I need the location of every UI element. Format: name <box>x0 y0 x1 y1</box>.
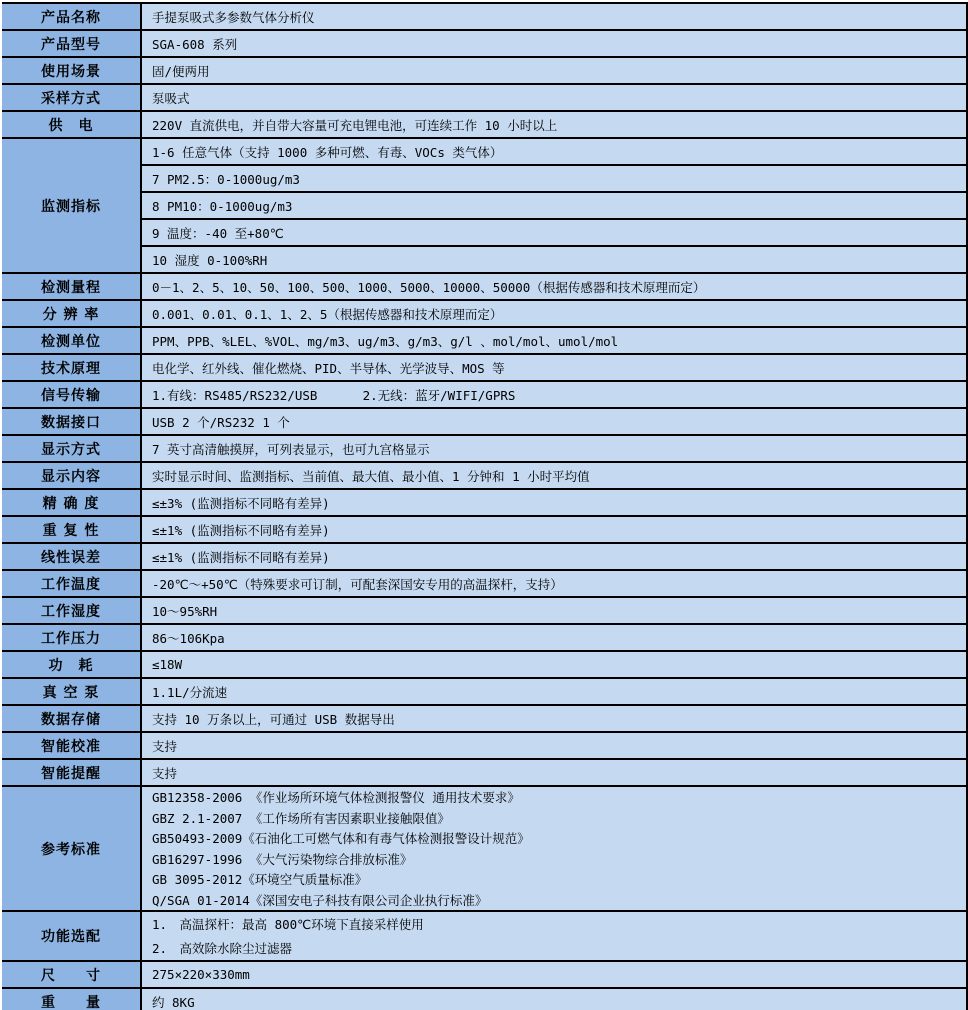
spec-label-working-pressure: 工作压力 <box>2 625 142 650</box>
spec-value-reference-standards-1: GBZ 2.1-2007 《工作场所有害因素职业接触限值》 <box>152 810 450 826</box>
spec-label-vacuum-pump: 真 空 泵 <box>2 679 142 704</box>
spec-label-detection-range: 检测量程 <box>2 274 142 299</box>
spec-values-data-storage <box>142 706 966 731</box>
spec-values-resolution <box>142 301 966 326</box>
spec-values-technical-principle <box>142 355 966 380</box>
spec-value-smart-calibration-0: 支持 <box>152 738 178 754</box>
spec-value-monitoring-indicators-2: 8 PM10：0-1000ug/m3 <box>142 191 966 218</box>
spec-value-accuracy-0: ≤±3% (监测指标不同略有差异) <box>152 495 330 511</box>
spec-value-working-humidity-0: 10～95%RH <box>152 603 218 619</box>
spec-row-model <box>2 31 966 58</box>
spec-label-data-interface: 数据接口 <box>2 409 142 434</box>
spec-values-sampling-method <box>142 85 966 110</box>
spec-row-sampling-method <box>2 85 966 112</box>
spec-values-power-supply <box>142 112 966 137</box>
spec-value-reference-standards-3: GB16297-1996 《大气污染物综合排放标准》 <box>152 851 413 867</box>
spec-label-resolution: 分 辨 率 <box>2 301 142 326</box>
spec-value-usage-scenario-0: 固/便两用 <box>152 63 210 79</box>
spec-row-working-humidity <box>2 598 966 625</box>
spec-label-working-temperature: 工作温度 <box>2 571 142 596</box>
spec-values-detection-range <box>142 274 966 299</box>
spec-label-detection-unit: 检测单位 <box>2 328 142 353</box>
spec-values-reference-standards <box>142 787 966 910</box>
spec-label-display-mode: 显示方式 <box>2 436 142 461</box>
spec-row-display-mode <box>2 436 966 463</box>
spec-value-reference-standards-5: Q/SGA 01-2014《深国安电子科技有限公司企业执行标准》 <box>152 892 488 908</box>
spec-row-signal-transmission <box>2 382 966 409</box>
spec-label-smart-reminder: 智能提醒 <box>2 760 142 785</box>
spec-label-monitoring-indicators: 监测指标 <box>2 139 142 272</box>
spec-label-power-consumption: 功 耗 <box>2 652 142 677</box>
spec-row-smart-reminder <box>2 760 966 787</box>
spec-values-smart-reminder <box>142 760 966 785</box>
spec-value-smart-reminder-0: 支持 <box>152 765 178 781</box>
spec-value-monitoring-indicators-3: 9 温度：-40 至+80℃ <box>142 218 966 245</box>
spec-label-sampling-method: 采样方式 <box>2 85 142 110</box>
spec-values-model <box>142 31 966 56</box>
spec-label-optional-functions: 功能选配 <box>2 912 142 960</box>
spec-label-product-name: 产品名称 <box>2 4 142 29</box>
spec-value-signal-transmission-0: 1.有线：RS485/RS232/USB 2.无线：蓝牙/WIFI/GPRS <box>152 387 516 403</box>
spec-values-working-pressure <box>142 625 966 650</box>
spec-values-data-interface <box>142 409 966 434</box>
spec-label-signal-transmission: 信号传输 <box>2 382 142 407</box>
spec-row-product-name <box>2 4 966 31</box>
spec-row-reference-standards <box>2 787 966 912</box>
spec-row-technical-principle <box>2 355 966 382</box>
spec-row-data-interface <box>2 409 966 436</box>
spec-values-linearity-error <box>142 544 966 569</box>
spec-label-power-supply: 供 电 <box>2 112 142 137</box>
spec-row-optional-functions <box>2 912 966 962</box>
spec-values-accuracy <box>142 490 966 515</box>
spec-value-weight-0: 约 8KG <box>152 994 195 1010</box>
spec-row-detection-range <box>2 274 966 301</box>
spec-value-display-content-0: 实时显示时间、监测指标、当前值、最大值、最小值、1 分钟和 1 小时平均值 <box>152 468 590 484</box>
spec-label-reference-standards: 参考标准 <box>2 787 142 910</box>
spec-values-weight <box>142 989 966 1010</box>
spec-value-monitoring-indicators-4: 10 湿度 0-100%RH <box>142 245 966 272</box>
spec-value-reference-standards-0: GB12358-2006 《作业场所环境气体检测报警仪 通用技术要求》 <box>152 790 520 806</box>
spec-row-usage-scenario <box>2 58 966 85</box>
spec-value-sampling-method-0: 泵吸式 <box>152 90 190 106</box>
spec-value-display-mode-0: 7 英寸高清触摸屏，可列表显示，也可九宫格显示 <box>152 441 430 457</box>
spec-row-power-consumption <box>2 652 966 679</box>
spec-value-working-temperature-0: -20℃～+50℃（特殊要求可订制，可配套深国安专用的高温探杆，支持） <box>152 576 563 592</box>
spec-values-product-name <box>142 4 966 29</box>
spec-values-usage-scenario <box>142 58 966 83</box>
spec-value-data-storage-0: 支持 10 万条以上，可通过 USB 数据导出 <box>152 711 395 727</box>
spec-label-accuracy: 精 确 度 <box>2 490 142 515</box>
spec-label-smart-calibration: 智能校准 <box>2 733 142 758</box>
spec-value-data-interface-0: USB 2 个/RS232 1 个 <box>152 414 290 430</box>
spec-label-model: 产品型号 <box>2 31 142 56</box>
spec-row-vacuum-pump <box>2 679 966 706</box>
spec-row-accuracy <box>2 490 966 517</box>
spec-label-linearity-error: 线性误差 <box>2 544 142 569</box>
spec-values-display-mode <box>142 436 966 461</box>
spec-value-power-supply-0: 220V 直流供电，并自带大容量可充电锂电池，可连续工作 10 小时以上 <box>152 117 558 133</box>
spec-value-working-pressure-0: 86～106Kpa <box>152 630 225 646</box>
spec-row-working-temperature <box>2 571 966 598</box>
spec-row-monitoring-indicators <box>2 139 966 274</box>
product-spec-table <box>2 2 968 1010</box>
spec-value-model-0: SGA-608 系列 <box>152 36 238 52</box>
spec-label-data-storage: 数据存储 <box>2 706 142 731</box>
spec-row-power-supply <box>2 112 966 139</box>
spec-values-detection-unit <box>142 328 966 353</box>
spec-values-optional-functions <box>142 912 966 960</box>
spec-values-signal-transmission <box>142 382 966 407</box>
spec-values-repeatability <box>142 517 966 542</box>
spec-value-optional-functions-0: 1. 高温探杆：最高 800℃环境下直接采样使用 <box>152 917 424 932</box>
spec-value-monitoring-indicators-0: 1-6 任意气体（支持 1000 多种可燃、有毒、VOCs 类气体） <box>152 144 503 160</box>
spec-value-optional-functions-1: 2. 高效除水除尘过滤器 <box>152 941 293 956</box>
spec-value-linearity-error-0: ≤±1% (监测指标不同略有差异) <box>152 549 330 565</box>
spec-values-power-consumption <box>142 652 966 677</box>
spec-row-linearity-error <box>2 544 966 571</box>
spec-row-weight <box>2 989 966 1010</box>
spec-value-detection-range-0: 0－1、2、5、10、50、100、500、1000、5000、10000、50000（根据传感器和技术原理而定） <box>152 279 706 295</box>
spec-values-dimensions <box>142 962 966 987</box>
spec-values-working-temperature <box>142 571 966 596</box>
spec-row-resolution <box>2 301 966 328</box>
spec-row-smart-calibration <box>2 733 966 760</box>
spec-row-detection-unit <box>2 328 966 355</box>
spec-values-display-content <box>142 463 966 488</box>
spec-value-monitoring-indicators-1: 7 PM2.5：0-1000ug/m3 <box>142 164 966 191</box>
spec-value-technical-principle-0: 电化学、红外线、催化燃烧、PID、半导体、光学波导、MOS 等 <box>152 360 505 376</box>
spec-label-working-humidity: 工作湿度 <box>2 598 142 623</box>
spec-value-repeatability-0: ≤±1% (监测指标不同略有差异) <box>152 522 330 538</box>
spec-label-display-content: 显示内容 <box>2 463 142 488</box>
spec-value-reference-standards-4: GB 3095-2012《环境空气质量标准》 <box>152 872 368 888</box>
spec-value-dimensions-0: 275×220×330mm <box>152 967 250 982</box>
spec-values-vacuum-pump <box>142 679 966 704</box>
spec-label-dimensions: 尺 寸 <box>2 962 142 987</box>
spec-row-display-content <box>2 463 966 490</box>
spec-label-usage-scenario: 使用场景 <box>2 58 142 83</box>
spec-row-data-storage <box>2 706 966 733</box>
spec-row-working-pressure <box>2 625 966 652</box>
spec-values-smart-calibration <box>142 733 966 758</box>
spec-row-repeatability <box>2 517 966 544</box>
spec-value-detection-unit-0: PPM、PPB、%LEL、%VOL、mg/m3、ug/m3、g/m3、g/l 、mol/mol、umol/mol <box>152 333 619 349</box>
spec-label-technical-principle: 技术原理 <box>2 355 142 380</box>
spec-value-resolution-0: 0.001、0.01、0.1、1、2、5（根据传感器和技术原理而定） <box>152 306 503 322</box>
spec-value-power-consumption-0: ≤18W <box>152 657 183 672</box>
spec-label-weight: 重 量 <box>2 989 142 1010</box>
spec-label-repeatability: 重 复 性 <box>2 517 142 542</box>
spec-value-product-name-0: 手提泵吸式多参数气体分析仪 <box>152 9 315 25</box>
spec-value-reference-standards-2: GB50493-2009《石油化工可燃气体和有毒气体检测报警设计规范》 <box>152 831 530 847</box>
spec-value-vacuum-pump-0: 1.1L/分流速 <box>152 684 228 700</box>
spec-values-monitoring-indicators <box>142 139 966 272</box>
spec-row-dimensions <box>2 962 966 989</box>
spec-values-working-humidity <box>142 598 966 623</box>
